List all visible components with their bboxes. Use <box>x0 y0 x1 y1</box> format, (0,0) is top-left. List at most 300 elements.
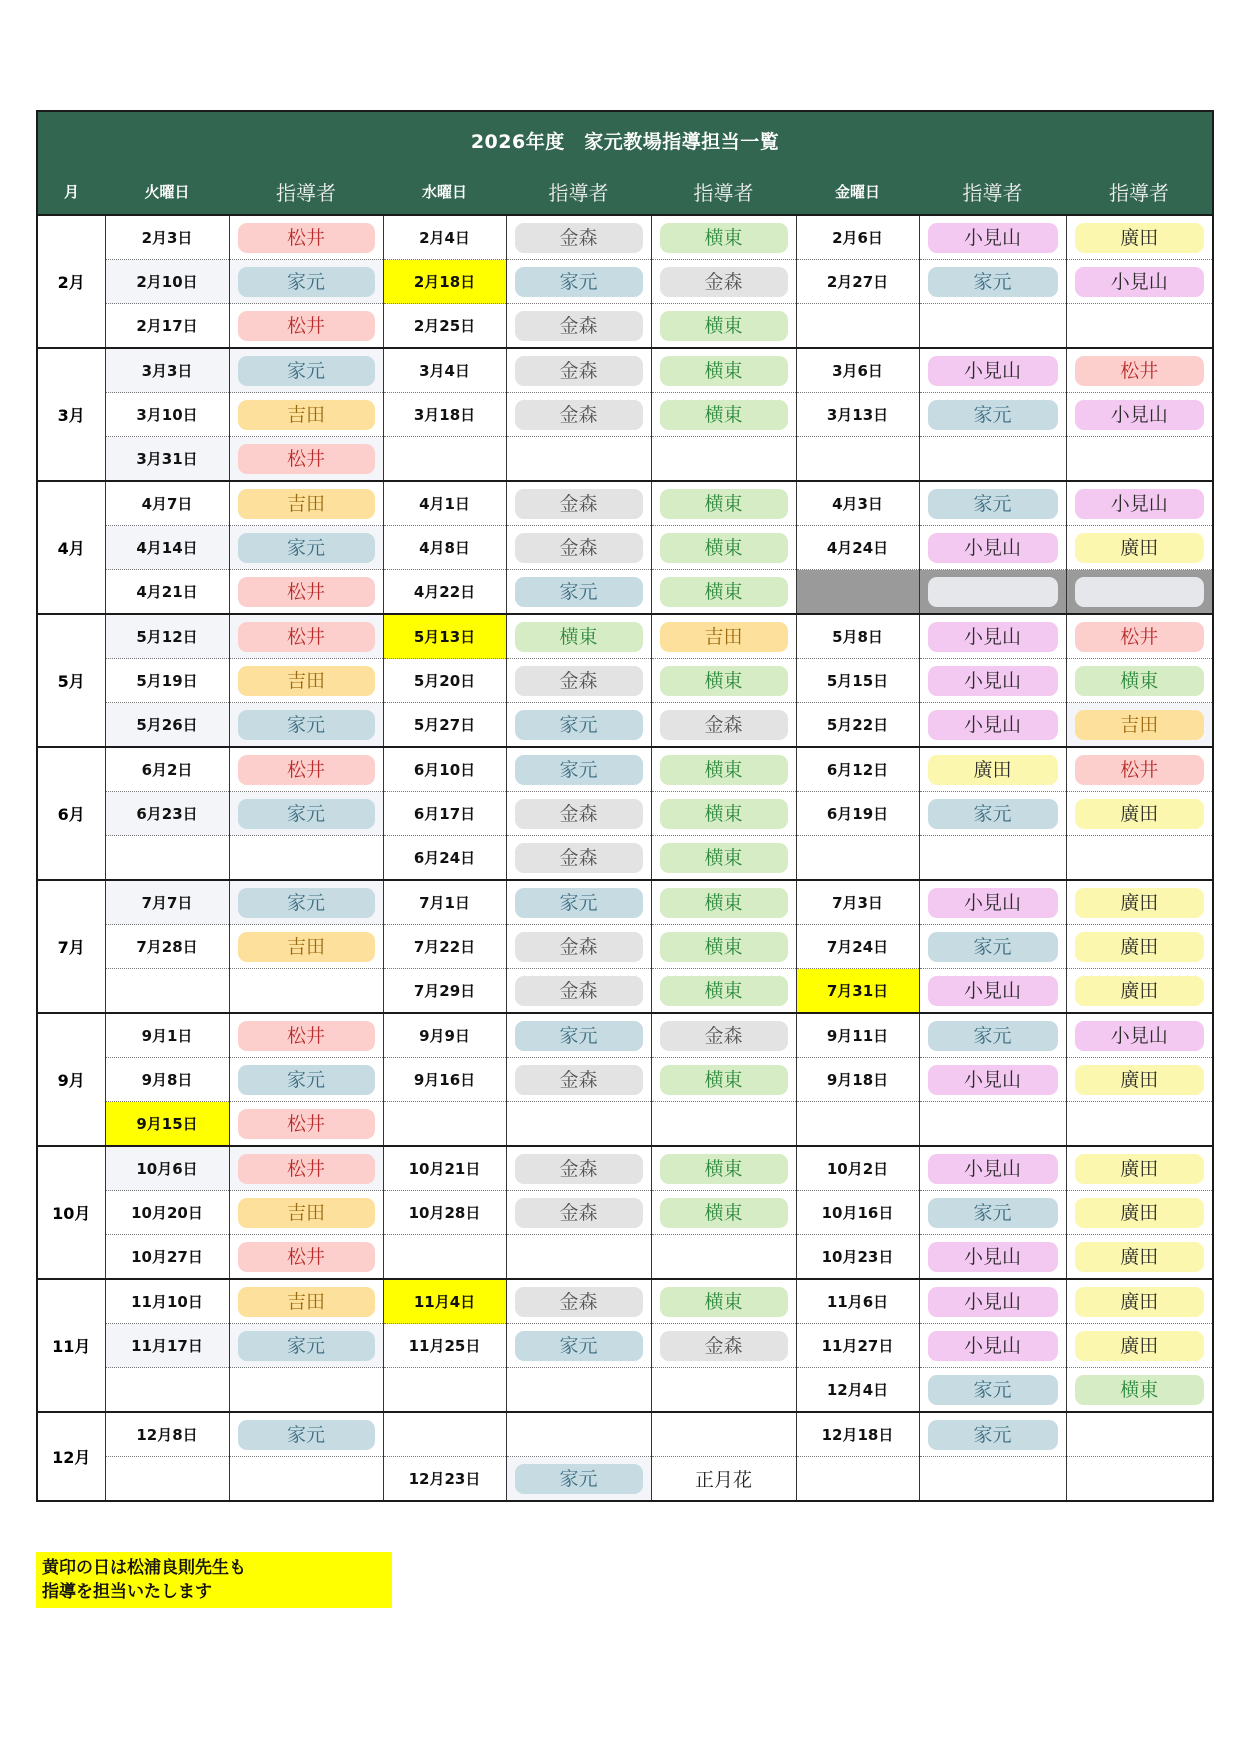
tuesday-instructor-cell <box>229 703 383 748</box>
wednesday-date-cell: 2月25日 <box>383 304 506 349</box>
friday-instructor-2-cell <box>1066 481 1213 526</box>
instructor-badge: 小見山 <box>928 888 1058 918</box>
table-row <box>37 1457 1213 1502</box>
wednesday-date-cell <box>383 437 506 482</box>
instructor-badge: 横東 <box>660 533 788 563</box>
instructor-badge: 小見山 <box>928 710 1058 740</box>
instructor-badge: 家元 <box>928 1420 1058 1450</box>
tuesday-instructor-cell <box>229 1412 383 1457</box>
tuesday-date-cell: 2月17日 <box>105 304 229 349</box>
instructor-badge: 小見山 <box>1075 400 1205 430</box>
friday-instructor-2-cell <box>1066 1324 1213 1368</box>
wednesday-date-cell: 11月25日 <box>383 1324 506 1368</box>
friday-date-cell <box>796 437 919 482</box>
wednesday-instructor-2-cell <box>651 792 796 836</box>
friday-instructor-1-cell <box>919 1279 1066 1324</box>
instructor-badge: 金森 <box>515 976 643 1006</box>
friday-instructor-1-cell <box>919 1235 1066 1280</box>
table-row <box>37 880 1213 925</box>
table-row <box>37 703 1213 748</box>
schedule-sheet <box>36 110 1211 1502</box>
instructor-badge: 家元 <box>238 267 375 297</box>
instructor-badge: 小見山 <box>928 622 1058 652</box>
instructor-badge: 小見山 <box>928 533 1058 563</box>
friday-instructor-1-cell <box>919 260 1066 304</box>
wednesday-date-cell <box>383 1102 506 1147</box>
tuesday-instructor-cell <box>229 1058 383 1102</box>
instructor-badge: 金森 <box>515 1198 643 1228</box>
wednesday-instructor-1-cell <box>506 836 651 881</box>
wednesday-date-cell: 3月4日 <box>383 348 506 393</box>
friday-instructor-2-cell <box>1066 969 1213 1014</box>
tuesday-instructor-cell <box>229 260 383 304</box>
instructor-badge: 金森 <box>660 710 788 740</box>
instructor-badge: 横東 <box>660 755 788 785</box>
tuesday-instructor-cell <box>229 570 383 615</box>
friday-date-cell: 6月12日 <box>796 747 919 792</box>
instructor-badge: 横東 <box>660 223 788 253</box>
wednesday-instructor-1-cell <box>506 659 651 703</box>
friday-instructor-1-cell <box>919 1013 1066 1058</box>
empty-instructor-badge <box>1075 577 1205 607</box>
wednesday-instructor-2-cell <box>651 1146 796 1191</box>
instructor-badge: 家元 <box>238 1065 375 1095</box>
instructor-badge: 金森 <box>515 932 643 962</box>
wednesday-date-cell: 2月4日 <box>383 215 506 260</box>
schedule-body <box>37 215 1213 1501</box>
instructor-badge: 廣田 <box>928 755 1058 785</box>
wednesday-instructor-1-cell <box>506 1235 651 1280</box>
instructor-badge: 家元 <box>515 1464 643 1494</box>
tuesday-date-cell: 11月17日 <box>105 1324 229 1368</box>
friday-instructor-1-cell <box>919 969 1066 1014</box>
wednesday-date-cell: 10月28日 <box>383 1191 506 1235</box>
instructor-badge: 金森 <box>515 311 643 341</box>
instructor-badge: 松井 <box>1075 755 1205 785</box>
header-friday: 金曜日 <box>796 168 919 215</box>
friday-instructor-2-cell <box>1066 703 1213 748</box>
wednesday-date-cell <box>383 1368 506 1413</box>
friday-date-cell: 7月31日 <box>796 969 919 1014</box>
friday-instructor-1-cell <box>919 836 1066 881</box>
tuesday-date-cell: 4月7日 <box>105 481 229 526</box>
tuesday-date-cell: 5月26日 <box>105 703 229 748</box>
table-row <box>37 260 1213 304</box>
tuesday-date-cell: 9月1日 <box>105 1013 229 1058</box>
month-label: 7月 <box>37 880 105 1013</box>
wednesday-instructor-1-cell <box>506 1146 651 1191</box>
wednesday-date-cell: 5月13日 <box>383 614 506 659</box>
instructor-badge: 横東 <box>660 311 788 341</box>
instructor-badge: 松井 <box>238 1021 375 1051</box>
instructor-badge: 廣田 <box>1075 1287 1205 1317</box>
instructor-badge: 松井 <box>238 1109 375 1139</box>
table-row <box>37 1146 1213 1191</box>
table-row <box>37 1368 1213 1413</box>
wednesday-date-cell: 6月24日 <box>383 836 506 881</box>
note-line-1: 黄印の日は松浦良則先生も <box>42 1558 246 1578</box>
tuesday-instructor-cell <box>229 1368 383 1413</box>
instructor-badge: 小見山 <box>928 223 1058 253</box>
friday-instructor-2-cell <box>1066 215 1213 260</box>
friday-date-cell: 5月22日 <box>796 703 919 748</box>
month-label: 4月 <box>37 481 105 614</box>
month-label: 6月 <box>37 747 105 880</box>
table-row <box>37 1412 1213 1457</box>
instructor-badge: 家元 <box>928 489 1058 519</box>
wednesday-date-cell: 6月10日 <box>383 747 506 792</box>
header-tuesday: 火曜日 <box>105 168 229 215</box>
table-row <box>37 1191 1213 1235</box>
tuesday-date-cell: 3月3日 <box>105 348 229 393</box>
wednesday-instructor-1-cell <box>506 969 651 1014</box>
friday-date-cell: 10月23日 <box>796 1235 919 1280</box>
friday-date-cell: 6月19日 <box>796 792 919 836</box>
friday-instructor-2-cell <box>1066 1457 1213 1502</box>
table-row <box>37 1102 1213 1147</box>
instructor-badge: 小見山 <box>928 666 1058 696</box>
wednesday-instructor-1-cell <box>506 481 651 526</box>
friday-instructor-1-cell <box>919 1058 1066 1102</box>
month-label: 3月 <box>37 348 105 481</box>
friday-instructor-1-cell <box>919 393 1066 437</box>
tuesday-date-cell <box>105 969 229 1014</box>
wednesday-instructor-2-cell <box>651 215 796 260</box>
instructor-badge: 金森 <box>660 1331 788 1361</box>
friday-instructor-2-cell <box>1066 1412 1213 1457</box>
friday-instructor-1-cell <box>919 880 1066 925</box>
instructor-badge: 家元 <box>238 888 375 918</box>
instructor-badge: 金森 <box>515 1154 643 1184</box>
tuesday-date-cell: 4月21日 <box>105 570 229 615</box>
friday-date-cell: 7月24日 <box>796 925 919 969</box>
instructor-badge: 金森 <box>515 1287 643 1317</box>
tuesday-instructor-cell <box>229 747 383 792</box>
instructor-badge: 廣田 <box>1075 223 1205 253</box>
wednesday-instructor-1-cell <box>506 1191 651 1235</box>
wednesday-instructor-1-cell <box>506 1102 651 1147</box>
instructor-badge: 横東 <box>660 888 788 918</box>
note-line-2: 指導を担当いたします <box>42 1582 212 1602</box>
instructor-badge: 小見山 <box>928 976 1058 1006</box>
wednesday-instructor-1-cell <box>506 1279 651 1324</box>
wednesday-instructor-2-cell <box>651 304 796 349</box>
wednesday-date-cell: 7月1日 <box>383 880 506 925</box>
table-row <box>37 1324 1213 1368</box>
friday-instructor-1-cell <box>919 481 1066 526</box>
wednesday-instructor-2-cell <box>651 1324 796 1368</box>
instructor-badge: 廣田 <box>1075 799 1205 829</box>
wednesday-instructor-1-cell <box>506 348 651 393</box>
wednesday-date-cell: 4月1日 <box>383 481 506 526</box>
friday-date-cell: 10月2日 <box>796 1146 919 1191</box>
instructor-badge: 吉田 <box>1075 710 1205 740</box>
friday-instructor-2-cell <box>1066 526 1213 570</box>
instructor-badge: 廣田 <box>1075 932 1205 962</box>
instructor-badge: 吉田 <box>238 400 375 430</box>
instructor-badge: 廣田 <box>1075 1242 1205 1272</box>
instructor-badge: 家元 <box>515 888 643 918</box>
table-row <box>37 969 1213 1014</box>
wednesday-date-cell: 7月29日 <box>383 969 506 1014</box>
tuesday-date-cell: 5月12日 <box>105 614 229 659</box>
tuesday-date-cell: 6月2日 <box>105 747 229 792</box>
instructor-badge: 家元 <box>238 533 375 563</box>
wednesday-instructor-1-cell <box>506 1324 651 1368</box>
friday-instructor-2-cell <box>1066 570 1213 615</box>
wednesday-instructor-1-cell <box>506 880 651 925</box>
friday-instructor-2-cell <box>1066 1235 1213 1280</box>
instructor-badge: 小見山 <box>928 1242 1058 1272</box>
month-label: 11月 <box>37 1279 105 1412</box>
friday-date-cell: 12月4日 <box>796 1368 919 1413</box>
instructor-badge: 家元 <box>238 1420 375 1450</box>
friday-date-cell: 11月27日 <box>796 1324 919 1368</box>
wednesday-instructor-1-cell <box>506 260 651 304</box>
wednesday-instructor-2-cell <box>651 1102 796 1147</box>
tuesday-instructor-cell <box>229 792 383 836</box>
friday-instructor-2-cell <box>1066 925 1213 969</box>
wednesday-instructor-2-cell <box>651 703 796 748</box>
tuesday-date-cell: 9月8日 <box>105 1058 229 1102</box>
tuesday-instructor-cell <box>229 614 383 659</box>
wednesday-instructor-2-cell <box>651 614 796 659</box>
tuesday-instructor-cell <box>229 659 383 703</box>
friday-instructor-2-cell <box>1066 659 1213 703</box>
tuesday-instructor-cell <box>229 925 383 969</box>
friday-instructor-1-cell <box>919 1368 1066 1413</box>
wednesday-instructor-1-cell <box>506 215 651 260</box>
wednesday-instructor-2-cell <box>651 1457 796 1502</box>
tuesday-instructor-cell <box>229 348 383 393</box>
instructor-badge: 松井 <box>1075 356 1205 386</box>
friday-instructor-2-cell <box>1066 1191 1213 1235</box>
instructor-badge: 金森 <box>515 356 643 386</box>
wednesday-date-cell: 12月23日 <box>383 1457 506 1502</box>
friday-instructor-1-cell <box>919 348 1066 393</box>
friday-instructor-1-cell <box>919 703 1066 748</box>
wednesday-instructor-2-cell <box>651 1013 796 1058</box>
tuesday-instructor-cell <box>229 481 383 526</box>
instructor-badge: 横東 <box>1075 1375 1205 1405</box>
wednesday-instructor-1-cell <box>506 437 651 482</box>
instructor-badge: 小見山 <box>928 1331 1058 1361</box>
friday-instructor-2-cell <box>1066 437 1213 482</box>
wednesday-instructor-2-cell <box>651 393 796 437</box>
friday-instructor-1-cell <box>919 1412 1066 1457</box>
tuesday-date-cell: 12月8日 <box>105 1412 229 1457</box>
instructor-badge: 家元 <box>515 755 643 785</box>
column-header-row <box>37 168 1213 215</box>
tuesday-instructor-cell <box>229 1457 383 1502</box>
friday-instructor-2-cell <box>1066 747 1213 792</box>
wednesday-instructor-1-cell <box>506 1013 651 1058</box>
instructor-badge: 金森 <box>660 267 788 297</box>
table-row <box>37 925 1213 969</box>
highlight-legend-note <box>36 1552 392 1608</box>
wednesday-instructor-2-cell <box>651 1235 796 1280</box>
tuesday-date-cell: 2月3日 <box>105 215 229 260</box>
instructor-badge: 吉田 <box>660 622 788 652</box>
friday-instructor-1-cell <box>919 747 1066 792</box>
instructor-badge: 松井 <box>238 311 375 341</box>
wednesday-date-cell: 4月22日 <box>383 570 506 615</box>
wednesday-instructor-2-cell <box>651 260 796 304</box>
tuesday-date-cell: 11月10日 <box>105 1279 229 1324</box>
header-tue-instructor: 指導者 <box>229 168 383 215</box>
wednesday-date-cell: 10月21日 <box>383 1146 506 1191</box>
friday-instructor-2-cell <box>1066 836 1213 881</box>
friday-instructor-1-cell <box>919 792 1066 836</box>
instructor-badge: 小見山 <box>928 1287 1058 1317</box>
tuesday-date-cell: 10月27日 <box>105 1235 229 1280</box>
tuesday-date-cell: 7月28日 <box>105 925 229 969</box>
table-row <box>37 393 1213 437</box>
instructor-badge: 吉田 <box>238 1198 375 1228</box>
wednesday-instructor-1-cell <box>506 703 651 748</box>
friday-date-cell: 4月3日 <box>796 481 919 526</box>
header-fri-instructor-1: 指導者 <box>919 168 1066 215</box>
instructor-badge: 横東 <box>660 1065 788 1095</box>
instructor-badge: 廣田 <box>1075 888 1205 918</box>
instructor-badge: 廣田 <box>1075 1065 1205 1095</box>
table-row <box>37 526 1213 570</box>
header-wed-instructor-1: 指導者 <box>506 168 651 215</box>
instructor-badge: 小見山 <box>1075 1021 1205 1051</box>
table-row <box>37 836 1213 881</box>
instructor-badge: 金森 <box>515 489 643 519</box>
header-fri-instructor-2: 指導者 <box>1066 168 1213 215</box>
tuesday-instructor-cell <box>229 1324 383 1368</box>
friday-instructor-2-cell <box>1066 260 1213 304</box>
wednesday-date-cell <box>383 1235 506 1280</box>
instructor-badge: 家元 <box>238 799 375 829</box>
wednesday-instructor-1-cell <box>506 747 651 792</box>
friday-instructor-1-cell <box>919 925 1066 969</box>
table-row <box>37 348 1213 393</box>
table-row <box>37 747 1213 792</box>
month-label: 9月 <box>37 1013 105 1146</box>
instructor-badge: 横東 <box>660 1198 788 1228</box>
header-month: 月 <box>37 168 105 215</box>
wednesday-date-cell: 2月18日 <box>383 260 506 304</box>
friday-instructor-1-cell <box>919 614 1066 659</box>
friday-date-cell: 10月16日 <box>796 1191 919 1235</box>
tuesday-date-cell: 3月31日 <box>105 437 229 482</box>
friday-instructor-1-cell <box>919 526 1066 570</box>
instructor-badge: 廣田 <box>1075 533 1205 563</box>
tuesday-instructor-cell <box>229 304 383 349</box>
wednesday-instructor-2-cell <box>651 526 796 570</box>
friday-instructor-2-cell <box>1066 1058 1213 1102</box>
tuesday-instructor-cell <box>229 880 383 925</box>
tuesday-date-cell <box>105 836 229 881</box>
wednesday-instructor-2-cell <box>651 659 796 703</box>
wednesday-date-cell <box>383 1412 506 1457</box>
instructor-badge: 横東 <box>515 622 643 652</box>
wednesday-instructor-1-cell <box>506 614 651 659</box>
friday-date-cell: 3月6日 <box>796 348 919 393</box>
empty-instructor-badge <box>928 577 1058 607</box>
wednesday-instructor-1-cell <box>506 393 651 437</box>
wednesday-date-cell: 6月17日 <box>383 792 506 836</box>
tuesday-instructor-cell <box>229 526 383 570</box>
friday-date-cell <box>796 1102 919 1147</box>
instructor-badge: 廣田 <box>1075 1331 1205 1361</box>
tuesday-date-cell: 4月14日 <box>105 526 229 570</box>
tuesday-instructor-cell <box>229 393 383 437</box>
instructor-badge: 松井 <box>1075 622 1205 652</box>
instructor-badge: 家元 <box>238 710 375 740</box>
friday-instructor-2-cell <box>1066 348 1213 393</box>
wednesday-instructor-2-cell <box>651 836 796 881</box>
tuesday-date-cell: 6月23日 <box>105 792 229 836</box>
month-label: 2月 <box>37 215 105 348</box>
friday-date-cell: 2月27日 <box>796 260 919 304</box>
instructor-badge: 小見山 <box>928 1065 1058 1095</box>
instructor-badge: 家元 <box>238 1331 375 1361</box>
table-row <box>37 437 1213 482</box>
wednesday-instructor-2-cell <box>651 880 796 925</box>
friday-date-cell: 5月15日 <box>796 659 919 703</box>
tuesday-date-cell: 10月6日 <box>105 1146 229 1191</box>
instructor-badge: 松井 <box>238 755 375 785</box>
wednesday-instructor-1-cell <box>506 1457 651 1502</box>
instructor-badge: 金森 <box>515 843 643 873</box>
instructor-badge: 小見山 <box>928 356 1058 386</box>
friday-instructor-2-cell <box>1066 880 1213 925</box>
table-row <box>37 614 1213 659</box>
instructor-badge: 金森 <box>660 1021 788 1051</box>
instructor-badge: 横東 <box>660 932 788 962</box>
wednesday-instructor-1-cell <box>506 1058 651 1102</box>
wednesday-instructor-2-cell <box>651 437 796 482</box>
friday-instructor-1-cell <box>919 304 1066 349</box>
instructor-badge: 家元 <box>928 1198 1058 1228</box>
wednesday-instructor-2-cell <box>651 925 796 969</box>
tuesday-date-cell: 9月15日 <box>105 1102 229 1147</box>
instructor-badge: 家元 <box>515 1021 643 1051</box>
table-row <box>37 1058 1213 1102</box>
instructor-badge: 横東 <box>1075 666 1205 696</box>
table-row <box>37 1235 1213 1280</box>
wednesday-date-cell: 5月20日 <box>383 659 506 703</box>
tuesday-instructor-cell <box>229 1146 383 1191</box>
table-row <box>37 481 1213 526</box>
instructor-badge: 家元 <box>515 1331 643 1361</box>
wednesday-instructor-1-cell <box>506 304 651 349</box>
wednesday-instructor-2-cell <box>651 1368 796 1413</box>
instructor-badge: 横東 <box>660 489 788 519</box>
instructor-schedule-table <box>36 110 1214 1502</box>
friday-instructor-1-cell <box>919 437 1066 482</box>
instructor-badge: 金森 <box>515 400 643 430</box>
instructor-badge: 家元 <box>515 710 643 740</box>
instructor-badge: 横東 <box>660 1287 788 1317</box>
friday-date-cell: 12月18日 <box>796 1412 919 1457</box>
friday-instructor-1-cell <box>919 215 1066 260</box>
instructor-badge: 家元 <box>928 1021 1058 1051</box>
instructor-badge: 松井 <box>238 577 375 607</box>
tuesday-instructor-cell <box>229 437 383 482</box>
tuesday-date-cell: 2月10日 <box>105 260 229 304</box>
instructor-badge: 横東 <box>660 1154 788 1184</box>
month-label: 10月 <box>37 1146 105 1279</box>
friday-date-cell: 5月8日 <box>796 614 919 659</box>
instructor-badge: 横東 <box>660 400 788 430</box>
friday-instructor-2-cell <box>1066 614 1213 659</box>
instructor-badge: 横東 <box>660 976 788 1006</box>
